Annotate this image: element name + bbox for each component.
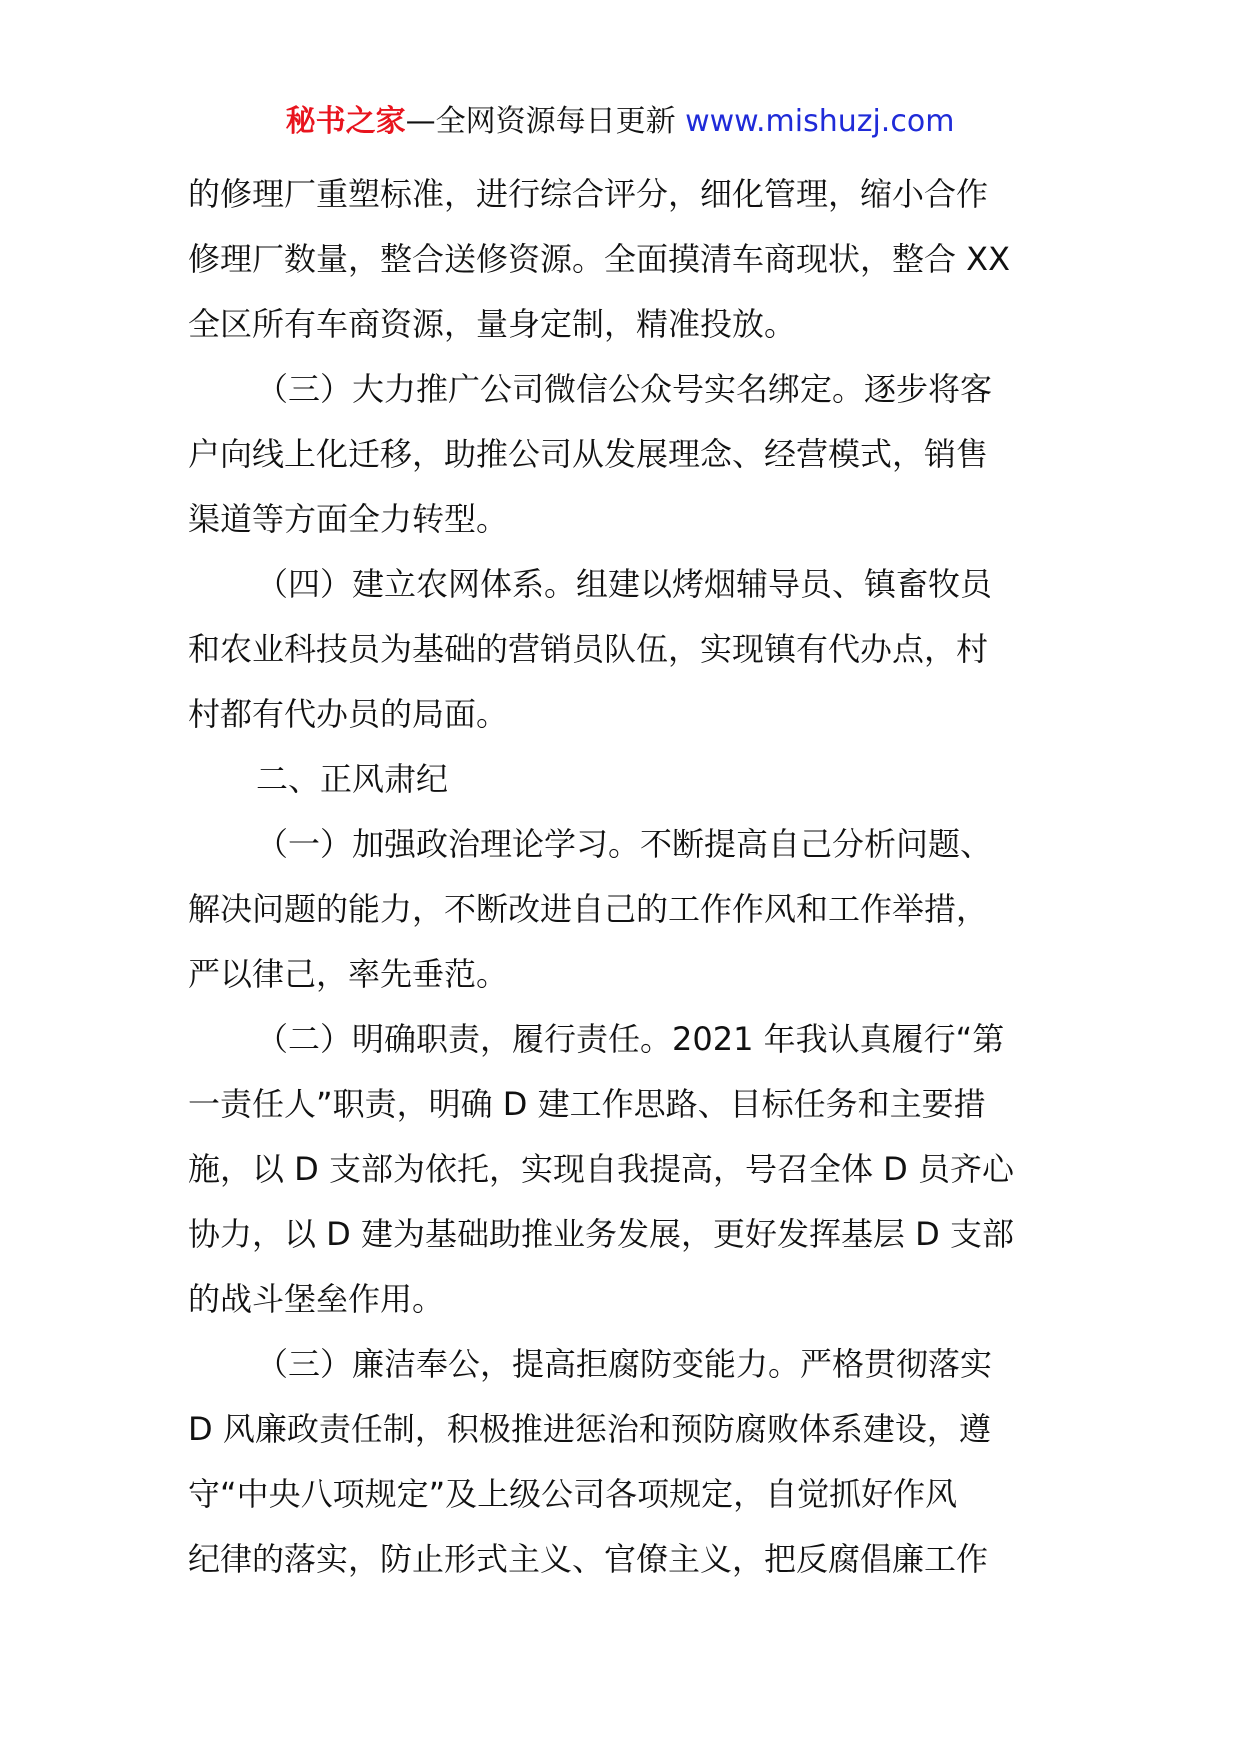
- text-line: 的修理厂重塑标准，进行综合评分，细化管理，缩小合作: [188, 175, 989, 213]
- website-link[interactable]: www.mishuzj.com: [675, 104, 955, 139]
- section-heading: 二、正风肃纪: [256, 760, 449, 798]
- header-slogan: —全网资源每日更新: [405, 104, 676, 139]
- text-line: 守“中央八项规定”及上级公司各项规定，自觉抓好作风: [188, 1475, 958, 1513]
- text-line: 解决问题的能力，不断改进自己的工作作风和工作举措，: [188, 890, 989, 928]
- text-line: 严以律己，率先垂范。: [188, 955, 509, 993]
- text-line: 协力，以 D 建为基础助推业务发展，更好发挥基层 D 支部: [188, 1215, 1014, 1253]
- text-line: （一）加强政治理论学习。不断提高自己分析问题、: [256, 825, 993, 863]
- text-line: 渠道等方面全力转型。: [188, 500, 509, 538]
- text-line: （二）明确职责，履行责任。2021 年我认真履行“第: [256, 1020, 1005, 1058]
- text-line: 全区所有车商资源，量身定制，精准投放。: [188, 305, 797, 343]
- text-line: 户向线上化迁移，助推公司从发展理念、经营模式，销售: [188, 435, 989, 473]
- text-line: D 风廉政责任制，积极推进惩治和预防腐败体系建设，遵: [188, 1410, 991, 1448]
- text-line: 和农业科技员为基础的营销员队伍，实现镇有代办点，村: [188, 630, 989, 668]
- text-line: 修理厂数量，整合送修资源。全面摸清车商现状，整合 XX: [188, 240, 1011, 278]
- brand-name: 秘书之家: [285, 104, 406, 139]
- text-line: 的战斗堡垒作用。: [188, 1280, 445, 1318]
- text-line: 施，以 D 支部为依托，实现自我提高，号召全体 D 员齐心: [188, 1150, 1014, 1188]
- text-line: 村都有代办员的局面。: [188, 695, 509, 733]
- document-body: [188, 162, 1060, 1592]
- text-line: （四）建立农网体系。组建以烤烟辅导员、镇畜牧员: [256, 565, 993, 603]
- text-line: （三）廉洁奉公，提高拒腐防变能力。严格贯彻落实: [256, 1345, 993, 1383]
- text-line: 纪律的落实，防止形式主义、官僚主义，把反腐倡廉工作: [188, 1540, 989, 1578]
- text-line: 一责任人”职责，明确 D 建工作思路、目标任务和主要措: [188, 1085, 986, 1123]
- page-header: [0, 100, 1240, 144]
- text-line: （三）大力推广公司微信公众号实名绑定。逐步将客: [256, 370, 993, 408]
